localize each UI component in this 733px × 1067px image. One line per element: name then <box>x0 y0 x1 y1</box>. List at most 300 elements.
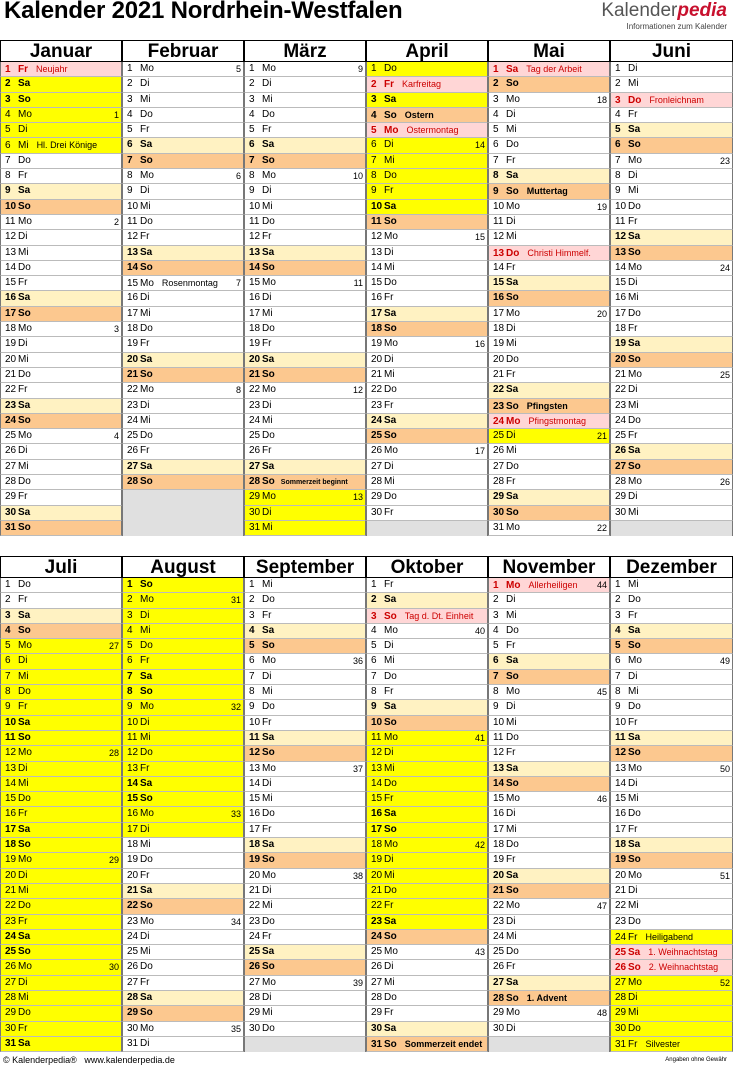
day-row[interactable] <box>0 945 122 960</box>
day-row[interactable] <box>488 731 610 746</box>
day-row[interactable] <box>366 960 488 975</box>
day-row[interactable] <box>610 716 733 731</box>
day-row[interactable] <box>0 77 122 92</box>
day-row[interactable] <box>122 200 244 215</box>
day-row[interactable] <box>244 444 366 459</box>
day-row[interactable] <box>610 899 733 914</box>
day-row[interactable] <box>122 654 244 669</box>
day-row[interactable] <box>122 460 244 475</box>
day-row[interactable] <box>0 685 122 700</box>
day-row[interactable] <box>0 991 122 1006</box>
day-row[interactable] <box>244 731 366 746</box>
day-row[interactable] <box>122 960 244 975</box>
day-row[interactable] <box>366 807 488 822</box>
day-row[interactable] <box>366 945 488 960</box>
day-row[interactable] <box>244 960 366 975</box>
day-row[interactable] <box>244 609 366 624</box>
day-row[interactable] <box>610 960 733 975</box>
day-row[interactable] <box>488 762 610 777</box>
day-row[interactable] <box>488 353 610 368</box>
day-row[interactable] <box>610 807 733 822</box>
day-row[interactable] <box>488 1022 610 1037</box>
day-row[interactable] <box>610 154 733 169</box>
day-row[interactable] <box>366 609 488 624</box>
day-row[interactable] <box>488 291 610 306</box>
day-row[interactable] <box>366 414 488 429</box>
day-row[interactable] <box>366 368 488 383</box>
day-row[interactable] <box>366 976 488 991</box>
day-row[interactable] <box>610 215 733 230</box>
day-row[interactable] <box>122 593 244 608</box>
day-row[interactable] <box>366 506 488 521</box>
day-row[interactable] <box>244 77 366 92</box>
day-row[interactable] <box>122 884 244 899</box>
day-row[interactable] <box>122 899 244 914</box>
day-row[interactable] <box>488 593 610 608</box>
day-row[interactable] <box>244 490 366 505</box>
day-row[interactable] <box>610 200 733 215</box>
day-row[interactable] <box>244 639 366 654</box>
day-row[interactable] <box>488 322 610 337</box>
day-row[interactable] <box>122 444 244 459</box>
day-row[interactable] <box>366 93 488 108</box>
day-row[interactable] <box>0 322 122 337</box>
day-row[interactable] <box>244 593 366 608</box>
day-row[interactable] <box>122 123 244 138</box>
day-row[interactable] <box>244 869 366 884</box>
day-row[interactable] <box>122 930 244 945</box>
day-row[interactable] <box>488 77 610 92</box>
day-row[interactable] <box>122 685 244 700</box>
day-row[interactable] <box>0 639 122 654</box>
day-row[interactable] <box>366 731 488 746</box>
day-row[interactable] <box>122 639 244 654</box>
day-row[interactable] <box>488 976 610 991</box>
day-row[interactable] <box>366 899 488 914</box>
day-row[interactable] <box>0 383 122 398</box>
day-row[interactable] <box>610 777 733 792</box>
day-row[interactable] <box>366 593 488 608</box>
day-row[interactable] <box>244 777 366 792</box>
day-row[interactable] <box>488 609 610 624</box>
day-row[interactable] <box>0 138 122 153</box>
day-row[interactable] <box>488 945 610 960</box>
day-row[interactable] <box>488 521 610 536</box>
day-row[interactable] <box>488 716 610 731</box>
day-row[interactable] <box>488 823 610 838</box>
day-row[interactable] <box>610 915 733 930</box>
day-row[interactable] <box>610 138 733 153</box>
day-row[interactable] <box>244 169 366 184</box>
day-row[interactable] <box>122 276 244 291</box>
day-row[interactable] <box>244 200 366 215</box>
day-row[interactable] <box>488 624 610 639</box>
day-row[interactable] <box>366 108 488 123</box>
day-row[interactable] <box>122 429 244 444</box>
day-row[interactable] <box>610 609 733 624</box>
day-row[interactable] <box>244 991 366 1006</box>
day-row[interactable] <box>366 169 488 184</box>
day-row[interactable] <box>488 475 610 490</box>
day-row[interactable] <box>366 460 488 475</box>
day-row[interactable] <box>488 685 610 700</box>
day-row[interactable] <box>244 838 366 853</box>
day-row[interactable] <box>366 77 488 92</box>
day-row[interactable] <box>0 716 122 731</box>
day-row[interactable] <box>488 154 610 169</box>
day-row[interactable] <box>122 291 244 306</box>
day-row[interactable] <box>0 915 122 930</box>
day-row[interactable] <box>244 414 366 429</box>
day-row[interactable] <box>244 506 366 521</box>
day-row[interactable] <box>122 991 244 1006</box>
day-row[interactable] <box>244 853 366 868</box>
day-row[interactable] <box>244 261 366 276</box>
day-row[interactable] <box>0 899 122 914</box>
day-row[interactable] <box>488 230 610 245</box>
day-row[interactable] <box>122 762 244 777</box>
day-row[interactable] <box>610 823 733 838</box>
day-row[interactable] <box>366 670 488 685</box>
day-row[interactable] <box>244 624 366 639</box>
day-row[interactable] <box>122 337 244 352</box>
day-row[interactable] <box>122 62 244 77</box>
day-row[interactable] <box>366 322 488 337</box>
day-row[interactable] <box>122 578 244 593</box>
day-row[interactable] <box>366 1022 488 1037</box>
day-row[interactable] <box>488 93 610 108</box>
day-row[interactable] <box>610 624 733 639</box>
day-row[interactable] <box>488 108 610 123</box>
day-row[interactable] <box>610 654 733 669</box>
day-row[interactable] <box>244 823 366 838</box>
day-row[interactable] <box>244 654 366 669</box>
day-row[interactable] <box>488 169 610 184</box>
day-row[interactable] <box>366 639 488 654</box>
day-row[interactable] <box>122 792 244 807</box>
day-row[interactable] <box>488 444 610 459</box>
day-row[interactable] <box>610 1022 733 1037</box>
day-row[interactable] <box>366 62 488 77</box>
day-row[interactable] <box>610 230 733 245</box>
day-row[interactable] <box>0 746 122 761</box>
day-row[interactable] <box>610 746 733 761</box>
day-row[interactable] <box>366 154 488 169</box>
day-row[interactable] <box>366 490 488 505</box>
day-row[interactable] <box>488 123 610 138</box>
day-row[interactable] <box>610 792 733 807</box>
day-row[interactable] <box>610 276 733 291</box>
day-row[interactable] <box>122 215 244 230</box>
day-row[interactable] <box>244 322 366 337</box>
day-row[interactable] <box>488 930 610 945</box>
day-row[interactable] <box>244 460 366 475</box>
day-row[interactable] <box>0 654 122 669</box>
day-row[interactable] <box>0 1006 122 1021</box>
day-row[interactable] <box>0 460 122 475</box>
day-row[interactable] <box>244 246 366 261</box>
day-row[interactable] <box>488 700 610 715</box>
day-row[interactable] <box>0 62 122 77</box>
day-row[interactable] <box>244 685 366 700</box>
day-row[interactable] <box>366 276 488 291</box>
day-row[interactable] <box>244 123 366 138</box>
day-row[interactable] <box>488 429 610 444</box>
day-row[interactable] <box>366 123 488 138</box>
day-row[interactable] <box>244 307 366 322</box>
day-row[interactable] <box>0 838 122 853</box>
day-row[interactable] <box>244 930 366 945</box>
day-row[interactable] <box>122 716 244 731</box>
day-row[interactable] <box>122 670 244 685</box>
day-row[interactable] <box>366 230 488 245</box>
day-row[interactable] <box>122 609 244 624</box>
day-row[interactable] <box>488 853 610 868</box>
day-row[interactable] <box>122 184 244 199</box>
day-row[interactable] <box>610 108 733 123</box>
day-row[interactable] <box>610 884 733 899</box>
day-row[interactable] <box>366 383 488 398</box>
day-row[interactable] <box>610 838 733 853</box>
kalenderpedia-logo[interactable] <box>601 1 727 31</box>
day-row[interactable] <box>488 506 610 521</box>
day-row[interactable] <box>488 399 610 414</box>
day-row[interactable] <box>0 108 122 123</box>
day-row[interactable] <box>0 184 122 199</box>
day-row[interactable] <box>0 490 122 505</box>
day-row[interactable] <box>366 624 488 639</box>
day-row[interactable] <box>244 108 366 123</box>
day-row[interactable] <box>610 337 733 352</box>
day-row[interactable] <box>244 138 366 153</box>
day-row[interactable] <box>610 930 733 945</box>
day-row[interactable] <box>610 322 733 337</box>
day-row[interactable] <box>0 215 122 230</box>
day-row[interactable] <box>244 368 366 383</box>
day-row[interactable] <box>122 1022 244 1037</box>
day-row[interactable] <box>122 169 244 184</box>
day-row[interactable] <box>488 869 610 884</box>
day-row[interactable] <box>244 807 366 822</box>
day-row[interactable] <box>122 383 244 398</box>
day-row[interactable] <box>366 884 488 899</box>
day-row[interactable] <box>122 731 244 746</box>
day-row[interactable] <box>610 1037 733 1052</box>
day-row[interactable] <box>610 991 733 1006</box>
day-row[interactable] <box>488 807 610 822</box>
day-row[interactable] <box>366 475 488 490</box>
day-row[interactable] <box>366 291 488 306</box>
day-row[interactable] <box>244 762 366 777</box>
day-row[interactable] <box>488 960 610 975</box>
day-row[interactable] <box>488 777 610 792</box>
day-row[interactable] <box>122 93 244 108</box>
day-row[interactable] <box>610 77 733 92</box>
day-row[interactable] <box>610 368 733 383</box>
day-row[interactable] <box>244 399 366 414</box>
day-row[interactable] <box>366 307 488 322</box>
day-row[interactable] <box>244 93 366 108</box>
day-row[interactable] <box>366 399 488 414</box>
day-row[interactable] <box>366 246 488 261</box>
day-row[interactable] <box>122 414 244 429</box>
day-row[interactable] <box>0 429 122 444</box>
day-row[interactable] <box>366 762 488 777</box>
day-row[interactable] <box>0 291 122 306</box>
day-row[interactable] <box>244 578 366 593</box>
day-row[interactable] <box>244 62 366 77</box>
day-row[interactable] <box>0 246 122 261</box>
day-row[interactable] <box>0 884 122 899</box>
day-row[interactable] <box>488 991 610 1006</box>
day-row[interactable] <box>366 200 488 215</box>
day-row[interactable] <box>122 322 244 337</box>
day-row[interactable] <box>244 521 366 536</box>
day-row[interactable] <box>0 609 122 624</box>
day-row[interactable] <box>366 215 488 230</box>
day-row[interactable] <box>122 230 244 245</box>
day-row[interactable] <box>610 169 733 184</box>
day-row[interactable] <box>610 945 733 960</box>
day-row[interactable] <box>244 884 366 899</box>
day-row[interactable] <box>610 383 733 398</box>
day-row[interactable] <box>0 624 122 639</box>
day-row[interactable] <box>610 246 733 261</box>
day-row[interactable] <box>610 593 733 608</box>
day-row[interactable] <box>0 976 122 991</box>
day-row[interactable] <box>122 1037 244 1052</box>
day-row[interactable] <box>610 639 733 654</box>
day-row[interactable] <box>610 307 733 322</box>
day-row[interactable] <box>244 230 366 245</box>
day-row[interactable] <box>0 506 122 521</box>
day-row[interactable] <box>366 823 488 838</box>
day-row[interactable] <box>122 246 244 261</box>
day-row[interactable] <box>610 700 733 715</box>
day-row[interactable] <box>0 475 122 490</box>
day-row[interactable] <box>122 154 244 169</box>
day-row[interactable] <box>0 337 122 352</box>
day-row[interactable] <box>244 700 366 715</box>
day-row[interactable] <box>0 700 122 715</box>
day-row[interactable] <box>0 307 122 322</box>
day-row[interactable] <box>488 838 610 853</box>
day-row[interactable] <box>610 869 733 884</box>
day-row[interactable] <box>0 399 122 414</box>
day-row[interactable] <box>366 685 488 700</box>
day-row[interactable] <box>122 138 244 153</box>
day-row[interactable] <box>488 200 610 215</box>
day-row[interactable] <box>0 593 122 608</box>
day-row[interactable] <box>488 792 610 807</box>
day-row[interactable] <box>610 853 733 868</box>
day-row[interactable] <box>244 792 366 807</box>
day-row[interactable] <box>122 261 244 276</box>
day-row[interactable] <box>610 93 733 108</box>
day-row[interactable] <box>0 123 122 138</box>
day-row[interactable] <box>610 475 733 490</box>
day-row[interactable] <box>488 337 610 352</box>
day-row[interactable] <box>0 731 122 746</box>
day-row[interactable] <box>488 261 610 276</box>
day-row[interactable] <box>366 654 488 669</box>
website-link[interactable]: www.kalenderpedia.de <box>84 1055 175 1065</box>
day-row[interactable] <box>0 578 122 593</box>
day-row[interactable] <box>244 429 366 444</box>
day-row[interactable] <box>0 930 122 945</box>
day-row[interactable] <box>122 915 244 930</box>
day-row[interactable] <box>366 337 488 352</box>
day-row[interactable] <box>488 307 610 322</box>
day-row[interactable] <box>0 823 122 838</box>
day-row[interactable] <box>122 823 244 838</box>
day-row[interactable] <box>244 1006 366 1021</box>
day-row[interactable] <box>244 215 366 230</box>
day-row[interactable] <box>122 368 244 383</box>
day-row[interactable] <box>366 991 488 1006</box>
day-row[interactable] <box>488 884 610 899</box>
day-row[interactable] <box>366 578 488 593</box>
day-row[interactable] <box>122 353 244 368</box>
day-row[interactable] <box>488 1006 610 1021</box>
day-row[interactable] <box>122 853 244 868</box>
day-row[interactable] <box>488 639 610 654</box>
day-row[interactable] <box>610 685 733 700</box>
day-row[interactable] <box>244 746 366 761</box>
day-row[interactable] <box>610 414 733 429</box>
day-row[interactable] <box>244 976 366 991</box>
day-row[interactable] <box>366 353 488 368</box>
day-row[interactable] <box>0 1022 122 1037</box>
day-row[interactable] <box>488 383 610 398</box>
day-row[interactable] <box>122 777 244 792</box>
day-row[interactable] <box>122 399 244 414</box>
day-row[interactable] <box>0 853 122 868</box>
day-row[interactable] <box>366 777 488 792</box>
day-row[interactable] <box>122 807 244 822</box>
day-row[interactable] <box>488 368 610 383</box>
day-row[interactable] <box>488 246 610 261</box>
day-row[interactable] <box>488 460 610 475</box>
day-row[interactable] <box>488 414 610 429</box>
day-row[interactable] <box>244 915 366 930</box>
day-row[interactable] <box>366 716 488 731</box>
day-row[interactable] <box>0 368 122 383</box>
day-row[interactable] <box>122 77 244 92</box>
day-row[interactable] <box>244 670 366 685</box>
day-row[interactable] <box>0 93 122 108</box>
day-row[interactable] <box>488 215 610 230</box>
day-row[interactable] <box>366 915 488 930</box>
day-row[interactable] <box>366 853 488 868</box>
day-row[interactable] <box>610 261 733 276</box>
day-row[interactable] <box>122 624 244 639</box>
day-row[interactable] <box>610 670 733 685</box>
day-row[interactable] <box>488 899 610 914</box>
day-row[interactable] <box>366 1037 488 1052</box>
day-row[interactable] <box>610 123 733 138</box>
day-row[interactable] <box>366 1006 488 1021</box>
day-row[interactable] <box>244 291 366 306</box>
day-row[interactable] <box>0 444 122 459</box>
day-row[interactable] <box>0 169 122 184</box>
day-row[interactable] <box>488 915 610 930</box>
day-row[interactable] <box>0 1037 122 1052</box>
day-row[interactable] <box>366 869 488 884</box>
day-row[interactable] <box>244 353 366 368</box>
day-row[interactable] <box>244 1022 366 1037</box>
day-row[interactable] <box>366 184 488 199</box>
